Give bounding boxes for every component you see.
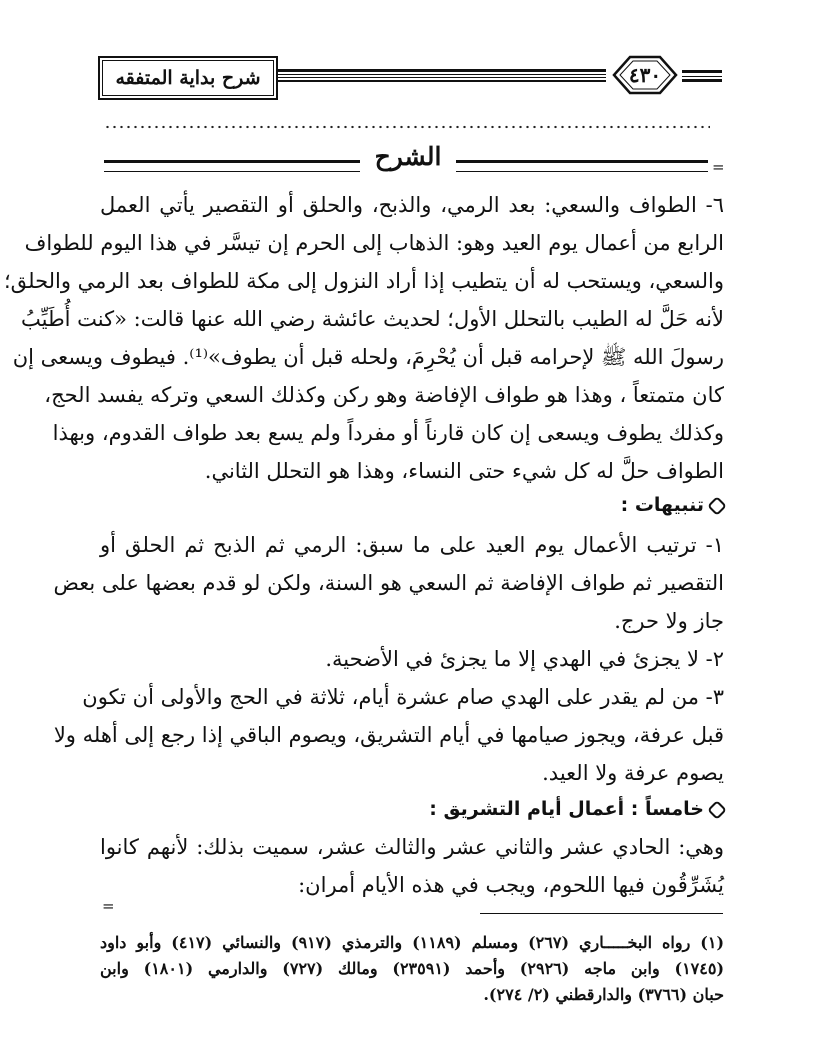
text-line: رسولَ الله ﷺ لإحرامه قبل أن يُحْرِمَ، ولحله قبل أن يطوف»⁽¹⁾. فيطوف ويسعى إن (12, 345, 724, 369)
header-rule-right (682, 70, 722, 82)
page-number-badge (608, 52, 682, 98)
note-line: ٢- لا يجزئ في الهدي إلا ما يجزئ في الأضحية. (325, 647, 724, 671)
note-line: يصوم عرفة ولا العيد. (542, 761, 724, 785)
book-title-frame (98, 56, 278, 100)
header-rule (276, 69, 606, 82)
page-number: ٤٣٠ (628, 63, 662, 87)
note-line: التقصير ثم طواف الإفاضة ثم السعي هو السنة، ولكن لو قدم بعضها على بعض (53, 571, 724, 595)
note-line: ١- ترتيب الأعمال يوم العيد على ما سبق: الرمي ثم الذبح ثم الحلق أو (100, 533, 724, 557)
book-title: شرح بداية المتفقه (115, 67, 261, 89)
text-line: الرابع من أعمال يوم العيد وهو: الذهاب إلى الحرم إن تيسَّر في هذا اليوم للطواف (24, 231, 724, 255)
notes-heading (100, 488, 724, 522)
text-line: وكذلك يطوف ويسعى إن كان قارناً أو مفرداً ولم يسع بعد طواف القدوم، وبهذا (52, 421, 724, 445)
note-line: ٣- من لم يقدر على الهدي صام عشرة أيام، ثلاثة في الحج والأولى أن تكون (82, 685, 724, 709)
notes-heading-text: تنبيهات : (620, 494, 704, 516)
flower-icon (707, 496, 727, 516)
section-rule-left (104, 160, 360, 172)
section-title: الشرح (374, 142, 442, 171)
note-line: جاز ولا حرج. (614, 609, 724, 633)
footnote-line: حبان (٣٧٦٦) والدارقطني (٢/ ٢٧٤). (483, 985, 724, 1004)
text-line: يُشَرِّقُون فيها اللحوم، ويجب في هذه الأيام أمران: (298, 873, 724, 897)
text-line: ٦- الطواف والسعي: بعد الرمي، والذبح، والحلق أو التقصير يأتي العمل (100, 193, 724, 217)
continuation-mark: = (712, 158, 725, 176)
section-rule-right (456, 160, 708, 172)
text-line: كان متمتعاً ، وهذا هو طواف الإفاضة وهو ركن وكذلك السعي وتركه يفسد الحج، (44, 383, 724, 407)
footnote-line: (١) رواه البخـــــاري (٢٦٧) ومسلم (١١٨٩) والترمذي (٩١٧) والنسائي (٤١٧) وأبو داود (100, 933, 725, 952)
dotted-divider (104, 125, 710, 129)
continuation-mark: = (102, 897, 115, 915)
footnote-rule (480, 913, 723, 914)
note-line: قبل عرفة، ويجوز صيامها في أيام التشريق، ويصوم الباقي إذا رجع إلى أهله ولا (53, 723, 724, 747)
fifth-heading-text: خامساً : أعمال أيام التشريق : (429, 798, 704, 820)
fifth-heading (100, 792, 724, 826)
flower-icon (707, 800, 727, 820)
text-line: وهي: الحادي عشر والثاني عشر والثالث عشر، سميت بذلك: لأنهم كانوا (100, 835, 724, 859)
text-line: والسعي، ويستحب له أن يتطيب إذا أراد النزول إلى مكة للطواف بعد الرمي والحلق؛ (3, 269, 724, 293)
text-line: لأنه حَلَّ له الطيب بالتحلل الأول؛ لحديث عائشة رضي الله عنها قالت: «كنت أُطَيِّبُ (20, 307, 724, 331)
text-line: الطواف حلَّ له كل شيء حتى النساء، وهذا هو التحلل الثاني. (204, 459, 724, 483)
footnote-line: (١٧٤٥) وابن ماجه (٢٩٢٦) وأحمد (٢٣٥٩١) ومالك (٧٢٧) والدارمي (١٨٠١) وابن (100, 959, 725, 978)
